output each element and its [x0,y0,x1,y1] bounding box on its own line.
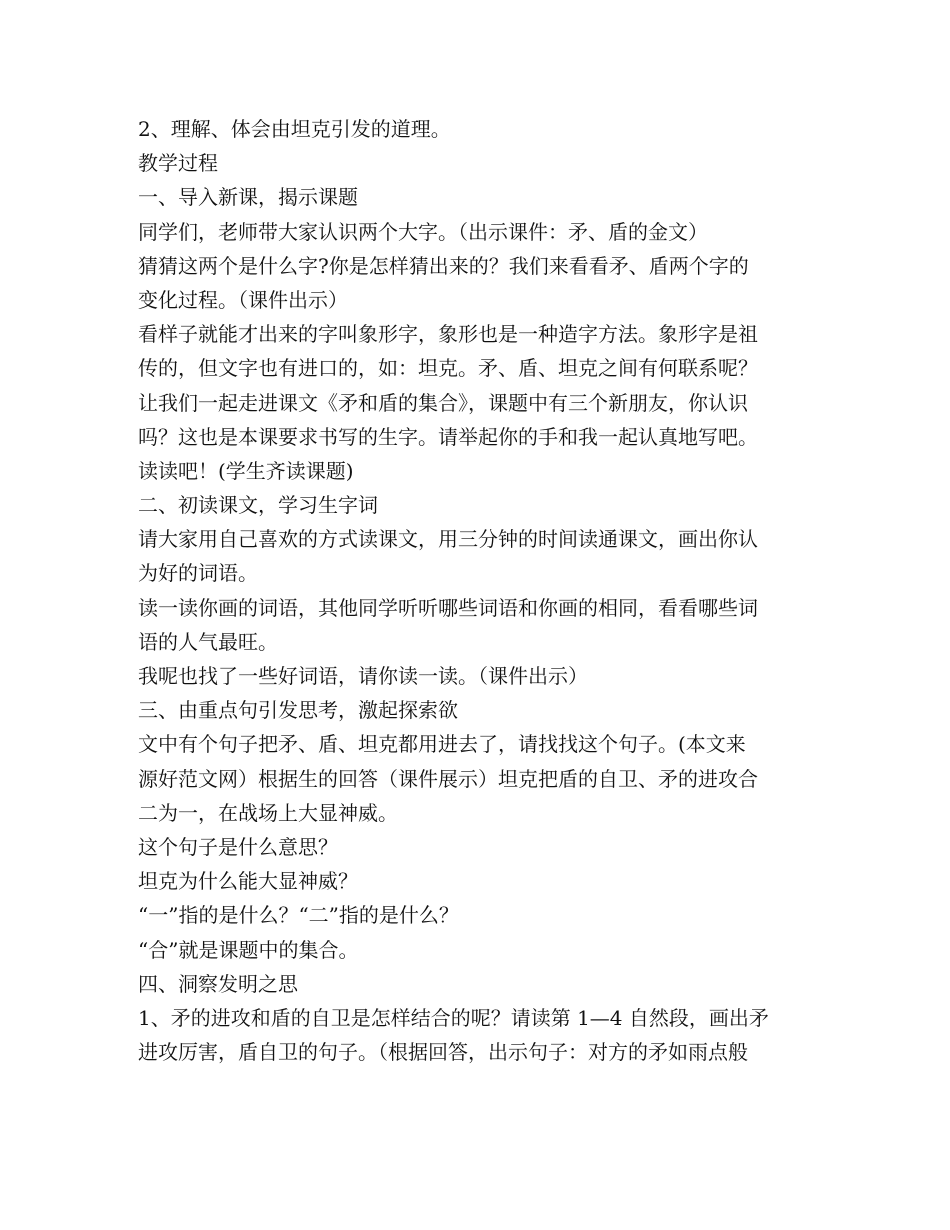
text-line: 猜猜这两个是什么字?你是怎样猜出来的？我们来看看矛、盾两个字的 [138,253,749,278]
text-line: “一”指的是什么？“二”指的是什么？ [138,903,459,928]
text-line: 进攻厉害，盾自卫的句子。（根据回答，出示句子：对方的矛如雨点般 [138,1040,748,1065]
text-line: 同学们，老师带大家认识两个大字。（出示课件：矛、盾的金文） [138,219,708,244]
text-line: 文中有个句子把矛、盾、坦克都用进去了，请找找这个句子。(本文来 [138,732,746,757]
text-line: 我呢也找了一些好词语，请你读一读。（课件出示） [138,664,588,688]
document-page [138,112,818,1069]
text-line: 语的人气最旺。 [138,629,278,654]
text-line: 吗？这也是本课要求书写的生字。请举起你的手和我一起认真地写吧。 [138,424,758,449]
text-line: 二为一，在战场上大显神威。 [138,800,398,825]
text-line: 源好范文网）根据生的回答（课件展示）坦克把盾的自卫、矛的进攻合 [138,766,758,791]
section-heading: 三、由重点句引发思考，激起探索欲 [138,698,458,723]
text-line: 让我们一起走进课文《矛和盾的集合》，课题中有三个新朋友，你认识 [138,390,748,415]
text-line: 请大家用自己喜欢的方式读课文，用三分钟的时间读通课文，画出你认 [138,527,758,552]
section-heading: 教学过程 [138,151,218,176]
text-line: 2、理解、体会由坦克引发的道理。 [138,117,451,141]
text-line: “合”就是课题中的集合。 [138,937,359,962]
text-line: 这个句子是什么意思？ [138,834,338,859]
section-heading: 二、初读课文，学习生字词 [138,493,378,518]
text-line: 坦克为什么能大显神威？ [138,869,358,894]
text-line: 读一读你画的词语，其他同学听听哪些词语和你画的相同，看看哪些词 [138,595,758,620]
section-heading: 一、导入新课，揭示课题 [138,185,358,210]
text-line: 看样子就能才出来的字叫象形字，象形也是一种造字方法。象形字是祖 [138,322,758,347]
text-line: 变化过程。（课件出示） [138,287,348,312]
section-heading: 四、洞察发明之思 [138,971,298,996]
text-line: 为好的词语。 [138,561,258,586]
text-line: 传的，但文字也有进口的，如：坦克。矛、盾、坦克之间有何联系呢？ [138,356,758,381]
text-line: 读读吧！(学生齐读课题) [138,458,354,483]
text-line: 1、矛的进攻和盾的自卫是怎样结合的呢？请读第 1—4 自然段，画出矛 [138,1005,769,1030]
